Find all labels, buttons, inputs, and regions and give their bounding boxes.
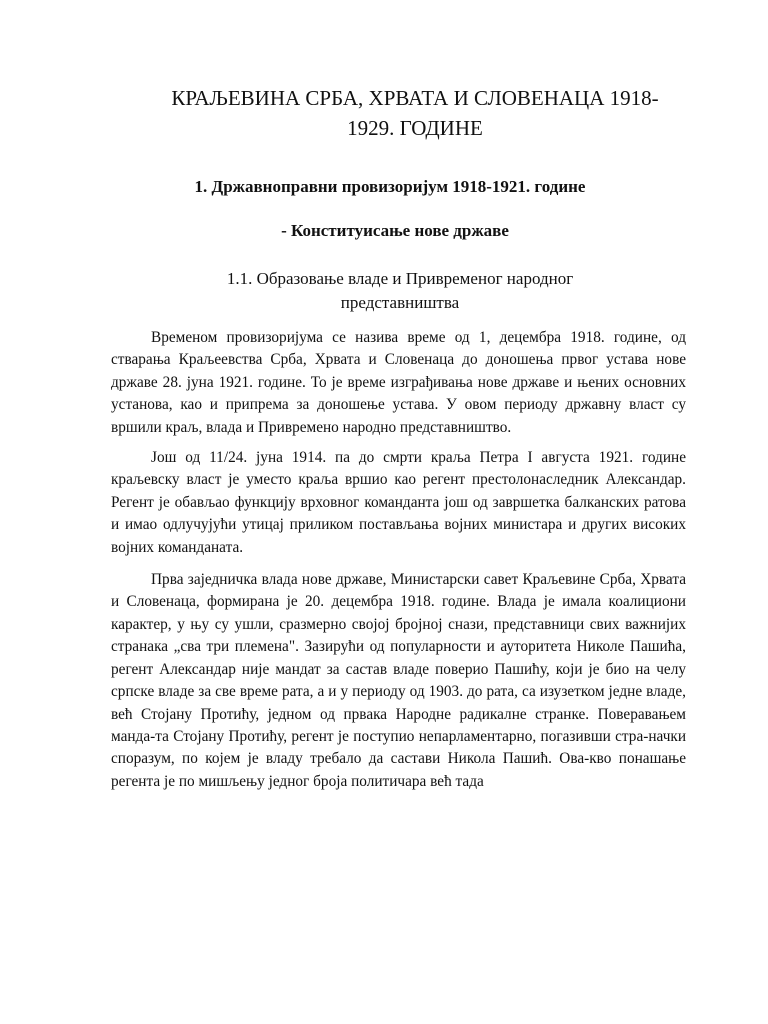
paragraph-2: Још од 11/24. јуна 1914. па до смрти краља Петра I августа 1921. године краљевску власт је уместо краља вршио као регент престолонаследник Александар. Регент је обављао функцију врховног команданта још од завршетка балканских ратова и имао одлучујући утицај приликом постављања војних министара и других високих војних команданата. (111, 449, 686, 556)
section-subheading: - Конституисање нове државе (281, 221, 509, 240)
body-text (111, 327, 686, 793)
section-heading: 1. Државноправни провизоријум 1918-1921. године (194, 177, 586, 196)
paragraph-3: Прва заједничка влада нове државе, Министарски савет Краљевине Срба, Хрвата и Словенаца, формирана је 20. децембра 1918. године. Влада је имала коалициони карактер, у њу су ушли, сразмерно својој бројној снази, представници свих важнијих странака „сва три племена". Зазирући од популарности и ауторитета Николе Пашића, регент Александар није мандат за састав владе поверио Пашићу, који је био на челу српске владе за све време рата, а и у периоду од 1903. до рата, са изузетком једне владе, већ Стојану Протићу, једном од првака Народне радикалне странке. Поверавањем манда-та Стојану Протићу, регент је поступио непарламентарно, погазивши стра-начки споразум, по којем је владу требало да састави Никола Пашић. Ова-кво понашање регента је по мишљењу једног броја политичара већ тада (111, 571, 686, 790)
paragraph-1: Временом провизоријума се назива време од 1, децембра 1918. године, од стварања Краљеевства Срба, Хрвата и Словенаца до доношења првог устава нове државе 28. јуна 1921. године. То је време изграђивања нове државе и њених основних установа, као и припрема за доношење устава. У овом периоду државну власт су вршили краљ, влада и Привремено народно представништво. (111, 329, 686, 436)
subsection-heading: 1.1. Образовање владе и Привременог народног представништва (226, 269, 574, 312)
document-title: КРАЉЕВИНА СРБА, ХРВАТА И СЛОВЕНАЦА 1918-1929. ГОДИНЕ (171, 86, 659, 140)
